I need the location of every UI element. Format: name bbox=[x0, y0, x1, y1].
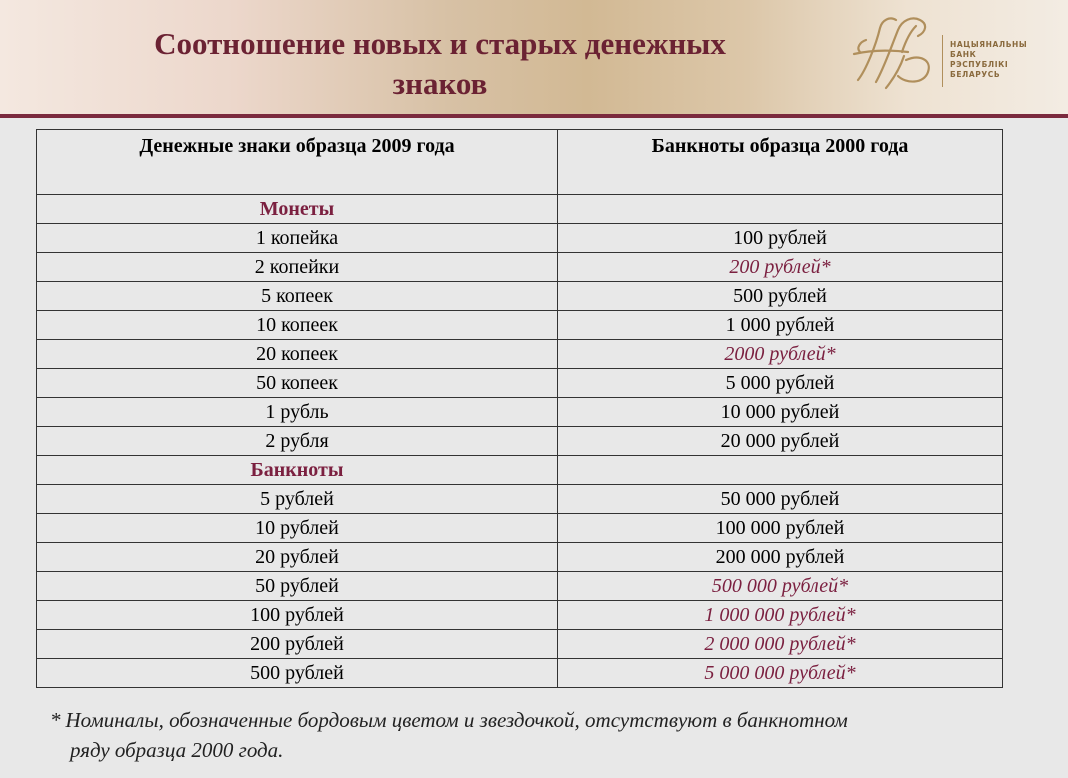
new-denomination-cell: 50 копеек bbox=[37, 369, 558, 398]
table-row bbox=[37, 659, 1003, 688]
table-row bbox=[37, 224, 1003, 253]
header-divider bbox=[0, 114, 1068, 118]
page-title-line1: Соотношение новых и старых денежных bbox=[154, 26, 726, 61]
page-title-line2: знаков bbox=[392, 66, 488, 101]
table-cell-empty bbox=[558, 456, 1003, 485]
logo-text-line: БЕЛАРУСЬ bbox=[950, 70, 1001, 79]
header-banner bbox=[0, 0, 1068, 114]
old-denomination-cell: 20 000 рублей bbox=[558, 427, 1003, 456]
old-denomination-cell-missing: 500 000 рублей* bbox=[558, 572, 1003, 601]
column-header-old: Банкноты образца 2000 года bbox=[558, 130, 1003, 195]
table-row bbox=[37, 601, 1003, 630]
table-row bbox=[37, 427, 1003, 456]
footnote-marker: * bbox=[50, 708, 61, 732]
old-denomination-cell: 5 000 рублей bbox=[558, 369, 1003, 398]
new-denomination-cell: 500 рублей bbox=[37, 659, 558, 688]
table-row bbox=[37, 572, 1003, 601]
logo-text-line: БАНК bbox=[950, 50, 977, 59]
new-denomination-cell: 50 рублей bbox=[37, 572, 558, 601]
old-denomination-cell: 50 000 рублей bbox=[558, 485, 1003, 514]
new-denomination-cell: 200 рублей bbox=[37, 630, 558, 659]
table-row bbox=[37, 340, 1003, 369]
logo-text bbox=[950, 40, 1027, 80]
table-cell-empty bbox=[558, 195, 1003, 224]
table-row bbox=[37, 253, 1003, 282]
footnote-text: Номиналы, обозначенные бордовым цветом и звездочкой, отсутствуют в банкнотном bbox=[65, 708, 848, 732]
denomination-table bbox=[36, 129, 1003, 688]
old-denomination-cell: 200 000 рублей bbox=[558, 543, 1003, 572]
old-denomination-cell: 100 000 рублей bbox=[558, 514, 1003, 543]
section-row-banknotes bbox=[37, 456, 1003, 485]
table-row bbox=[37, 311, 1003, 340]
old-denomination-cell: 100 рублей bbox=[558, 224, 1003, 253]
new-denomination-cell: 5 копеек bbox=[37, 282, 558, 311]
old-denomination-cell-missing: 2 000 000 рублей* bbox=[558, 630, 1003, 659]
old-denomination-cell-missing: 1 000 000 рублей* bbox=[558, 601, 1003, 630]
new-denomination-cell: 5 рублей bbox=[37, 485, 558, 514]
logo-text-line: РЭСПУБЛІКІ bbox=[950, 60, 1009, 69]
old-denomination-cell: 10 000 рублей bbox=[558, 398, 1003, 427]
new-denomination-cell: 20 рублей bbox=[37, 543, 558, 572]
table-row bbox=[37, 282, 1003, 311]
old-denomination-cell: 1 000 рублей bbox=[558, 311, 1003, 340]
section-label-banknotes: Банкноты bbox=[37, 456, 558, 485]
old-denomination-cell-missing: 200 рублей* bbox=[558, 253, 1003, 282]
national-bank-logo-icon bbox=[846, 10, 946, 95]
table-row bbox=[37, 398, 1003, 427]
old-denomination-cell-missing: 5 000 000 рублей* bbox=[558, 659, 1003, 688]
new-denomination-cell: 20 копеек bbox=[37, 340, 558, 369]
new-denomination-cell: 10 копеек bbox=[37, 311, 558, 340]
table-row bbox=[37, 630, 1003, 659]
footnote bbox=[50, 705, 1040, 765]
table-header-row bbox=[37, 130, 1003, 195]
table-row bbox=[37, 543, 1003, 572]
page-title bbox=[60, 24, 820, 104]
logo-text-line: НАЦЫЯНАЛЬНЫ bbox=[950, 40, 1028, 49]
new-denomination-cell: 10 рублей bbox=[37, 514, 558, 543]
section-row-coins bbox=[37, 195, 1003, 224]
old-denomination-cell: 500 рублей bbox=[558, 282, 1003, 311]
table-row bbox=[37, 369, 1003, 398]
footnote-line1 bbox=[50, 705, 1040, 735]
new-denomination-cell: 1 рубль bbox=[37, 398, 558, 427]
column-header-new: Денежные знаки образца 2009 года bbox=[37, 130, 558, 195]
new-denomination-cell: 100 рублей bbox=[37, 601, 558, 630]
table-row bbox=[37, 514, 1003, 543]
new-denomination-cell: 2 рубля bbox=[37, 427, 558, 456]
new-denomination-cell: 2 копейки bbox=[37, 253, 558, 282]
old-denomination-cell-missing: 2000 рублей* bbox=[558, 340, 1003, 369]
section-label-coins: Монеты bbox=[37, 195, 558, 224]
new-denomination-cell: 1 копейка bbox=[37, 224, 558, 253]
footnote-line2: ряду образца 2000 года. bbox=[70, 738, 284, 762]
table-row bbox=[37, 485, 1003, 514]
logo-divider bbox=[942, 35, 943, 87]
